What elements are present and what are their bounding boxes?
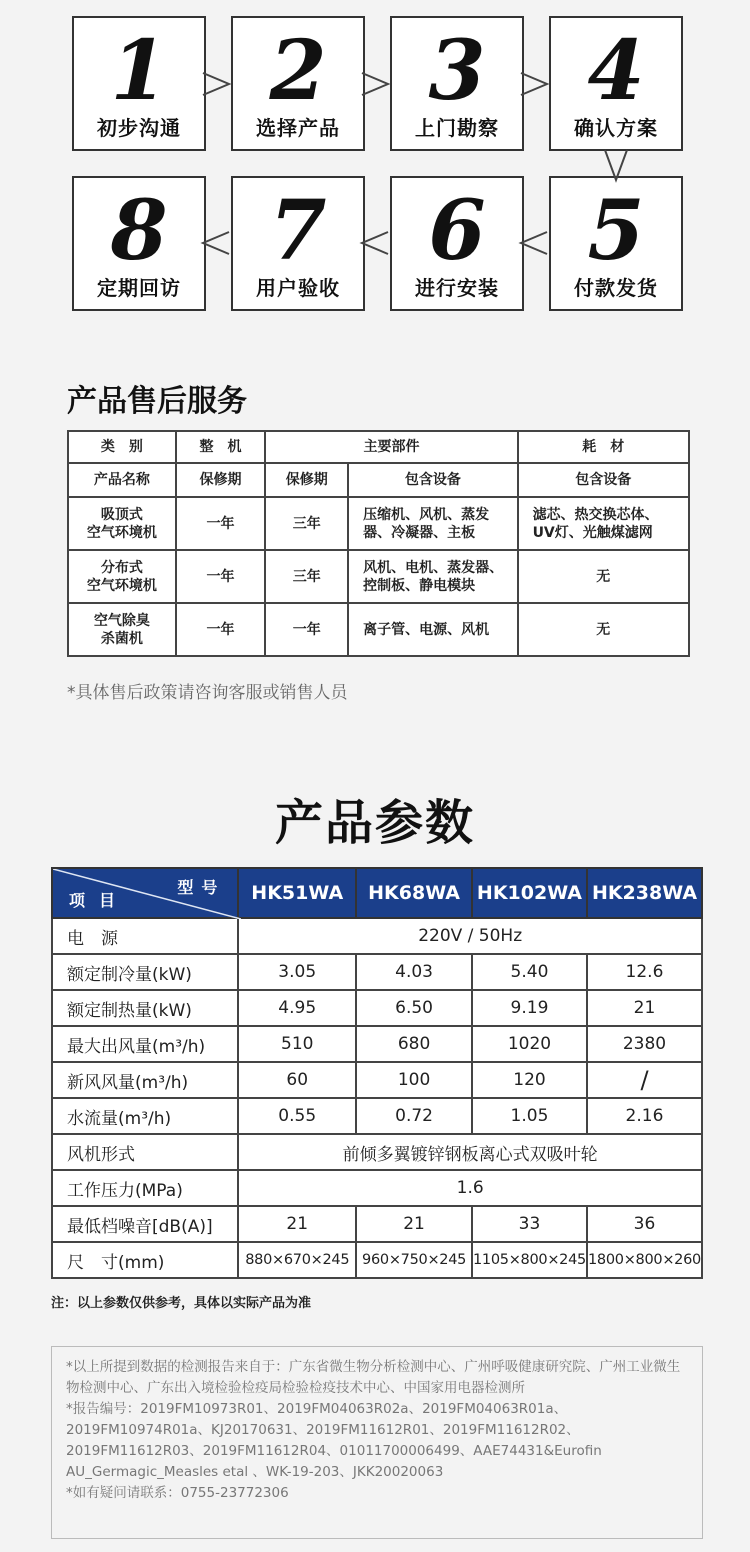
param-label: 电 源 [52, 918, 238, 954]
step-label: 初步沟通 [97, 116, 181, 140]
step-label: 付款发货 [574, 276, 658, 300]
table-header-row [68, 431, 689, 463]
param-label: 新风风量(m³/h) [52, 1062, 238, 1098]
header-product-name: 产品名称 [68, 463, 176, 497]
step-number: 8 [110, 183, 168, 279]
step-label: 选择产品 [256, 116, 340, 140]
model-header: HK238WA [587, 868, 702, 918]
table-row [52, 1062, 702, 1098]
param-label: 最低档噪音[dB(A)] [52, 1206, 238, 1242]
step-number: 1 [110, 23, 168, 119]
param-label: 工作压力(MPa) [52, 1170, 238, 1206]
whole-warranty-cell: 一年 [176, 497, 266, 550]
param-value: 4.03 [356, 954, 472, 990]
header-includes: 包含设备 [348, 463, 517, 497]
step-label: 上门勘察 [415, 116, 499, 140]
param-value: 21 [356, 1206, 472, 1242]
report-box [51, 1346, 703, 1539]
params-title: 产品参数 [274, 795, 475, 851]
arrow-left-icon [362, 232, 388, 254]
param-label: 水流量(m³/h) [52, 1098, 238, 1134]
param-value: 12.6 [587, 954, 702, 990]
param-value: 60 [238, 1062, 356, 1098]
table-header-row [52, 868, 702, 918]
after-sales-note: *具体售后政策请咨询客服或销售人员 [67, 683, 348, 703]
arrow-right-icon [362, 73, 388, 95]
consumables-cell: 无 [518, 550, 689, 603]
after-sales-title: 产品售后服务 [67, 384, 247, 419]
consumables-cell: 无 [518, 603, 689, 656]
corner-model-label: 型号 [177, 878, 226, 897]
report-contact: *如有疑问请联系：0755-23772306 [66, 1485, 289, 1501]
consumables-cell: 滤芯、热交换芯体、 UV灯、光触煤滤网 [518, 497, 689, 550]
arrow-right-icon [203, 73, 229, 95]
param-value: 220V / 50Hz [238, 918, 702, 954]
param-value: 2.16 [587, 1098, 702, 1134]
header-warranty: 保修期 [265, 463, 348, 497]
table-row [68, 497, 689, 550]
arrow-left-icon [203, 232, 229, 254]
param-value: 880×670×245 [238, 1242, 356, 1278]
header-main-parts: 主要部件 [265, 431, 517, 463]
product-name-cell: 空气除臭 杀菌机 [68, 603, 176, 656]
param-value: 9.19 [472, 990, 587, 1026]
param-value: 2380 [587, 1026, 702, 1062]
param-value: 1800×800×260 [587, 1242, 702, 1278]
param-value: 3.05 [238, 954, 356, 990]
arrow-left-icon [521, 232, 547, 254]
product-name-cell: 吸顶式 空气环境机 [68, 497, 176, 550]
parts-warranty-cell: 三年 [265, 550, 348, 603]
param-value: 1105×800×245 [472, 1242, 587, 1278]
table-row [68, 603, 689, 656]
corner-cell [52, 868, 238, 918]
after-sales-table [67, 430, 690, 657]
model-header: HK102WA [472, 868, 587, 918]
header-category: 类 别 [68, 431, 176, 463]
whole-warranty-cell: 一年 [176, 603, 266, 656]
param-value: 4.95 [238, 990, 356, 1026]
step-number: 4 [587, 23, 645, 119]
table-row [52, 918, 702, 954]
step-label: 进行安装 [415, 276, 499, 300]
param-value: 120 [472, 1062, 587, 1098]
param-value: 前倾多翼镀锌钢板离心式双吸叶轮 [238, 1134, 702, 1170]
param-value: 21 [238, 1206, 356, 1242]
parts-list-cell: 风机、电机、蒸发器、 控制板、静电模块 [348, 550, 517, 603]
arrow-right-icon [521, 73, 547, 95]
report-sources: *以上所提到数据的检测报告来自于：广东省微生物分析检测中心、广州呼吸健康研究院、广州工业微生物检测中心、广东出入境检验检疫局检验检疫技术中心、中国家用电器检测所 [66, 1359, 681, 1396]
param-label: 风机形式 [52, 1134, 238, 1170]
table-row [52, 1242, 702, 1278]
params-footnote: 注：以上参数仅供参考，具体以实际产品为准 [51, 1296, 312, 1311]
report-numbers: *报告编号：2019FM10973R01、2019FM04063R02a、2019FM04063R01a、2019FM10974R01a、KJ20170631、2019FM11612R01、2019FM11612R02、2019FM11612R03、2019FM11612R04、01011700006499、AAE74431&Eurofin AU_Germagic_Measles etal 、WK-19-203、JKK20020063 [66, 1401, 602, 1480]
model-header: HK68WA [356, 868, 472, 918]
table-row [68, 550, 689, 603]
param-label: 额定制热量(kW) [52, 990, 238, 1026]
header-consumables: 耗 材 [518, 431, 689, 463]
step-number: 2 [269, 23, 327, 119]
header-whole: 整 机 [176, 431, 266, 463]
parts-warranty-cell: 三年 [265, 497, 348, 550]
param-value: / [587, 1062, 702, 1098]
param-value: 0.72 [356, 1098, 472, 1134]
step-label: 定期回访 [97, 276, 181, 300]
parts-list-cell: 离子管、电源、风机 [348, 603, 517, 656]
step-label: 确认方案 [574, 116, 658, 140]
step-number: 7 [269, 183, 327, 279]
param-value: 33 [472, 1206, 587, 1242]
param-value: 6.50 [356, 990, 472, 1026]
table-row [52, 1098, 702, 1134]
step-label: 用户验收 [256, 276, 340, 300]
parts-list-cell: 压缩机、风机、蒸发 器、冷凝器、主板 [348, 497, 517, 550]
params-table [51, 867, 703, 1279]
table-row [52, 990, 702, 1026]
header-includes: 包含设备 [518, 463, 689, 497]
param-value: 21 [587, 990, 702, 1026]
param-value: 0.55 [238, 1098, 356, 1134]
table-header-row [68, 463, 689, 497]
param-value: 680 [356, 1026, 472, 1062]
param-label: 额定制冷量(kW) [52, 954, 238, 990]
arrow-down-icon [605, 150, 627, 180]
parts-warranty-cell: 一年 [265, 603, 348, 656]
header-warranty: 保修期 [176, 463, 266, 497]
param-value: 100 [356, 1062, 472, 1098]
param-value: 1.05 [472, 1098, 587, 1134]
param-label: 最大出风量(m³/h) [52, 1026, 238, 1062]
param-label: 尺 寸(mm) [52, 1242, 238, 1278]
corner-item-label: 项目 [69, 891, 130, 910]
step-number: 5 [587, 183, 645, 279]
table-row [52, 1170, 702, 1206]
param-value: 36 [587, 1206, 702, 1242]
step-number: 6 [428, 183, 486, 279]
table-row [52, 1134, 702, 1170]
model-header: HK51WA [238, 868, 356, 918]
process-steps [0, 0, 750, 330]
whole-warranty-cell: 一年 [176, 550, 266, 603]
arrows [0, 0, 750, 330]
param-value: 1020 [472, 1026, 587, 1062]
param-value: 510 [238, 1026, 356, 1062]
step-number: 3 [428, 23, 486, 119]
product-name-cell: 分布式 空气环境机 [68, 550, 176, 603]
param-value: 1.6 [238, 1170, 702, 1206]
param-value: 960×750×245 [356, 1242, 472, 1278]
table-row [52, 1206, 702, 1242]
table-row [52, 954, 702, 990]
table-row [52, 1026, 702, 1062]
param-value: 5.40 [472, 954, 587, 990]
